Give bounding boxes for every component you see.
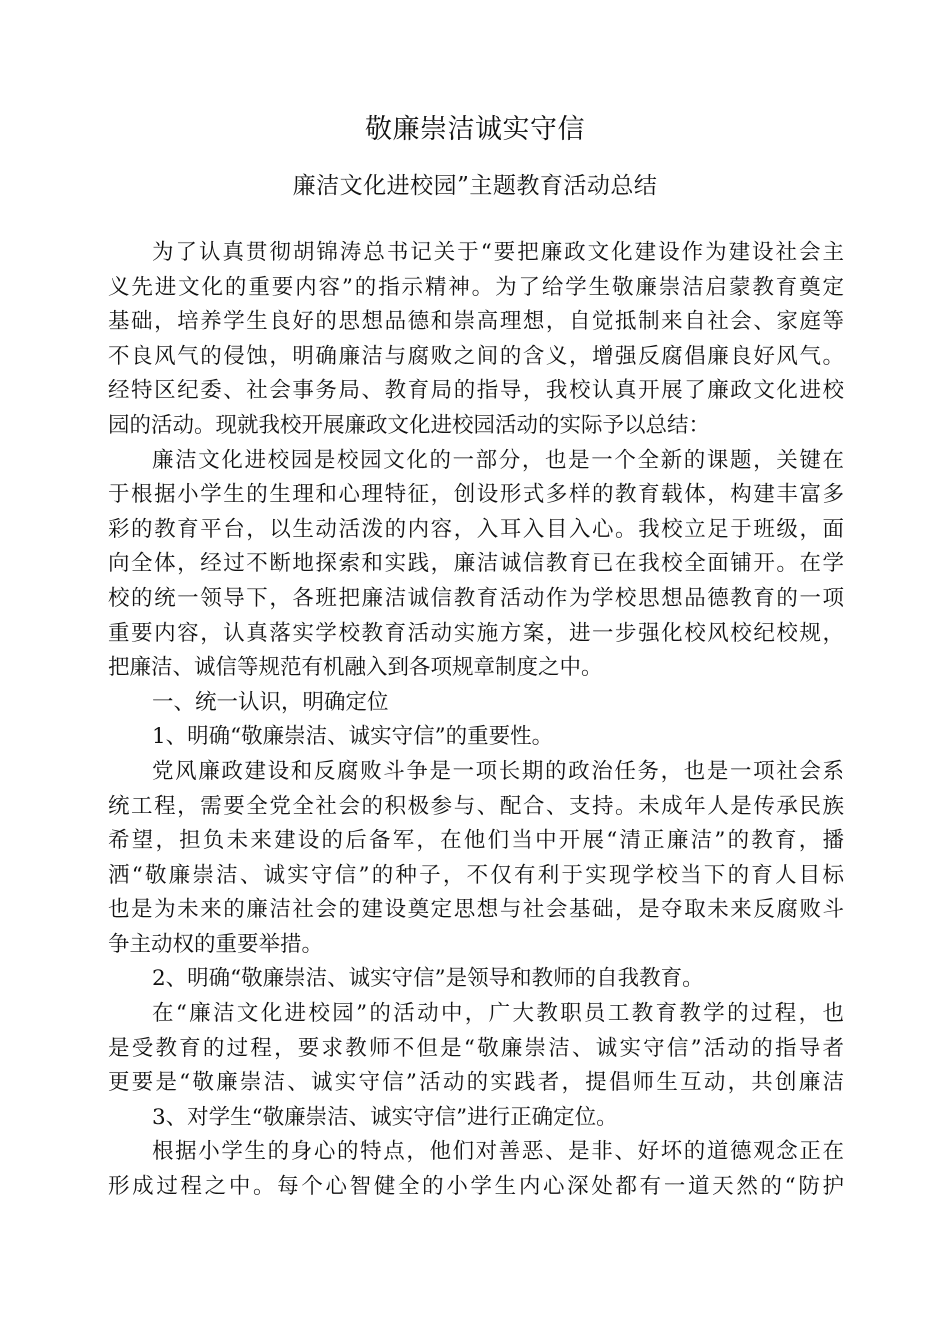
body-text-line: 廉洁文化进校园是校园文化的一部分，也是一个全新的课题，关键在 [152,447,844,473]
body-text-line: 形成过程之中。每个心智健全的小学生内心深处都有一道天然的“防护 [108,1174,844,1200]
document-subtitle: 廉洁文化进校园”主题教育活动总结 [292,173,658,199]
body-text-line: 争主动权的重要举措。 [108,931,324,957]
body-text-line: 1、明确“敬廉崇洁、诚实守信”的重要性。 [152,724,554,750]
body-text-line: 洒“敬廉崇洁、诚实守信”的种子，不仅有利于实现学校当下的育人目标 [108,862,844,888]
body-text-line: 3、对学生“敬廉崇洁、诚实守信”进行正确定位。 [152,1104,618,1130]
body-text-line: 是受教育的过程，要求教师不但是“敬廉崇洁、诚实守信”活动的指导者 [108,1035,844,1061]
body-text-line: 在“廉洁文化进校园”的活动中，广大教职员工教育教学的过程，也 [152,1001,844,1027]
body-text-line: 党风廉政建设和反腐败斗争是一项长期的政治任务，也是一项社会系 [152,758,844,784]
body-text-line: 校的统一领导下，各班把廉洁诚信教育活动作为学校思想品德教育的一项 [108,585,844,611]
body-text-line: 根据小学生的身心的特点，他们对善恶、是非、好坏的道德观念正在 [152,1139,844,1165]
body-text-line: 基础，培养学生良好的思想品德和崇高理想，自觉抵制来自社会、家庭等 [108,309,844,335]
document-title: 敬廉崇洁诚实守信 [365,114,585,145]
document-body [108,236,844,1205]
body-text-line: 重要内容，认真落实学校教育活动实施方案，进一步强化校风校纪校规， [108,620,844,646]
body-text-line: 于根据小学生的生理和心理特征，创设形式多样的教育载体，构建丰富多 [108,482,844,508]
body-text-line: 也是为未来的廉洁社会的建设奠定思想与社会基础，是夺取未来反腐败斗 [108,897,844,923]
body-text-line: 义先进文化的重要内容”的指示精神。为了给学生敬廉崇洁启蒙教育奠定 [108,274,844,300]
body-text-line: 不良风气的侵蚀，明确廉洁与腐败之间的含义，增强反腐倡廉良好风气。 [108,343,844,369]
body-text-line: 经特区纪委、社会事务局、教育局的指导，我校认真开展了廉政文化进校 [108,378,844,404]
body-text-line: 为了认真贯彻胡锦涛总书记关于“要把廉政文化建设作为建设社会主 [152,240,844,265]
body-text-line: 彩的教育平台，以生动活泼的内容，入耳入目入心。我校立足于班级，面 [108,516,844,542]
body-text-line: 2、明确“敬廉崇洁、诚实守信”是领导和教师的自我教育。 [152,966,704,992]
body-text-line: 园的活动。现就我校开展廉政文化进校园活动的实际予以总结： [108,412,711,438]
body-text-line: 更要是“敬廉崇洁、诚实守信”活动的实践者，提倡师生互动，共创廉洁 [108,1070,844,1096]
body-text-line: 一、统一认识，明确定位 [152,689,389,715]
body-text-line: 把廉洁、诚信等规范有机融入到各项规章制度之中。 [108,655,603,681]
body-text-line: 希望，担负未来建设的后备军，在他们当中开展“清正廉洁”的教育，播 [108,828,844,854]
body-text-line: 统工程，需要全党全社会的积极参与、配合、支持。未成年人是传承民族 [108,793,844,819]
body-text-line: 向全体，经过不断地探索和实践，廉洁诚信教育已在我校全面铺开。在学 [108,551,844,577]
